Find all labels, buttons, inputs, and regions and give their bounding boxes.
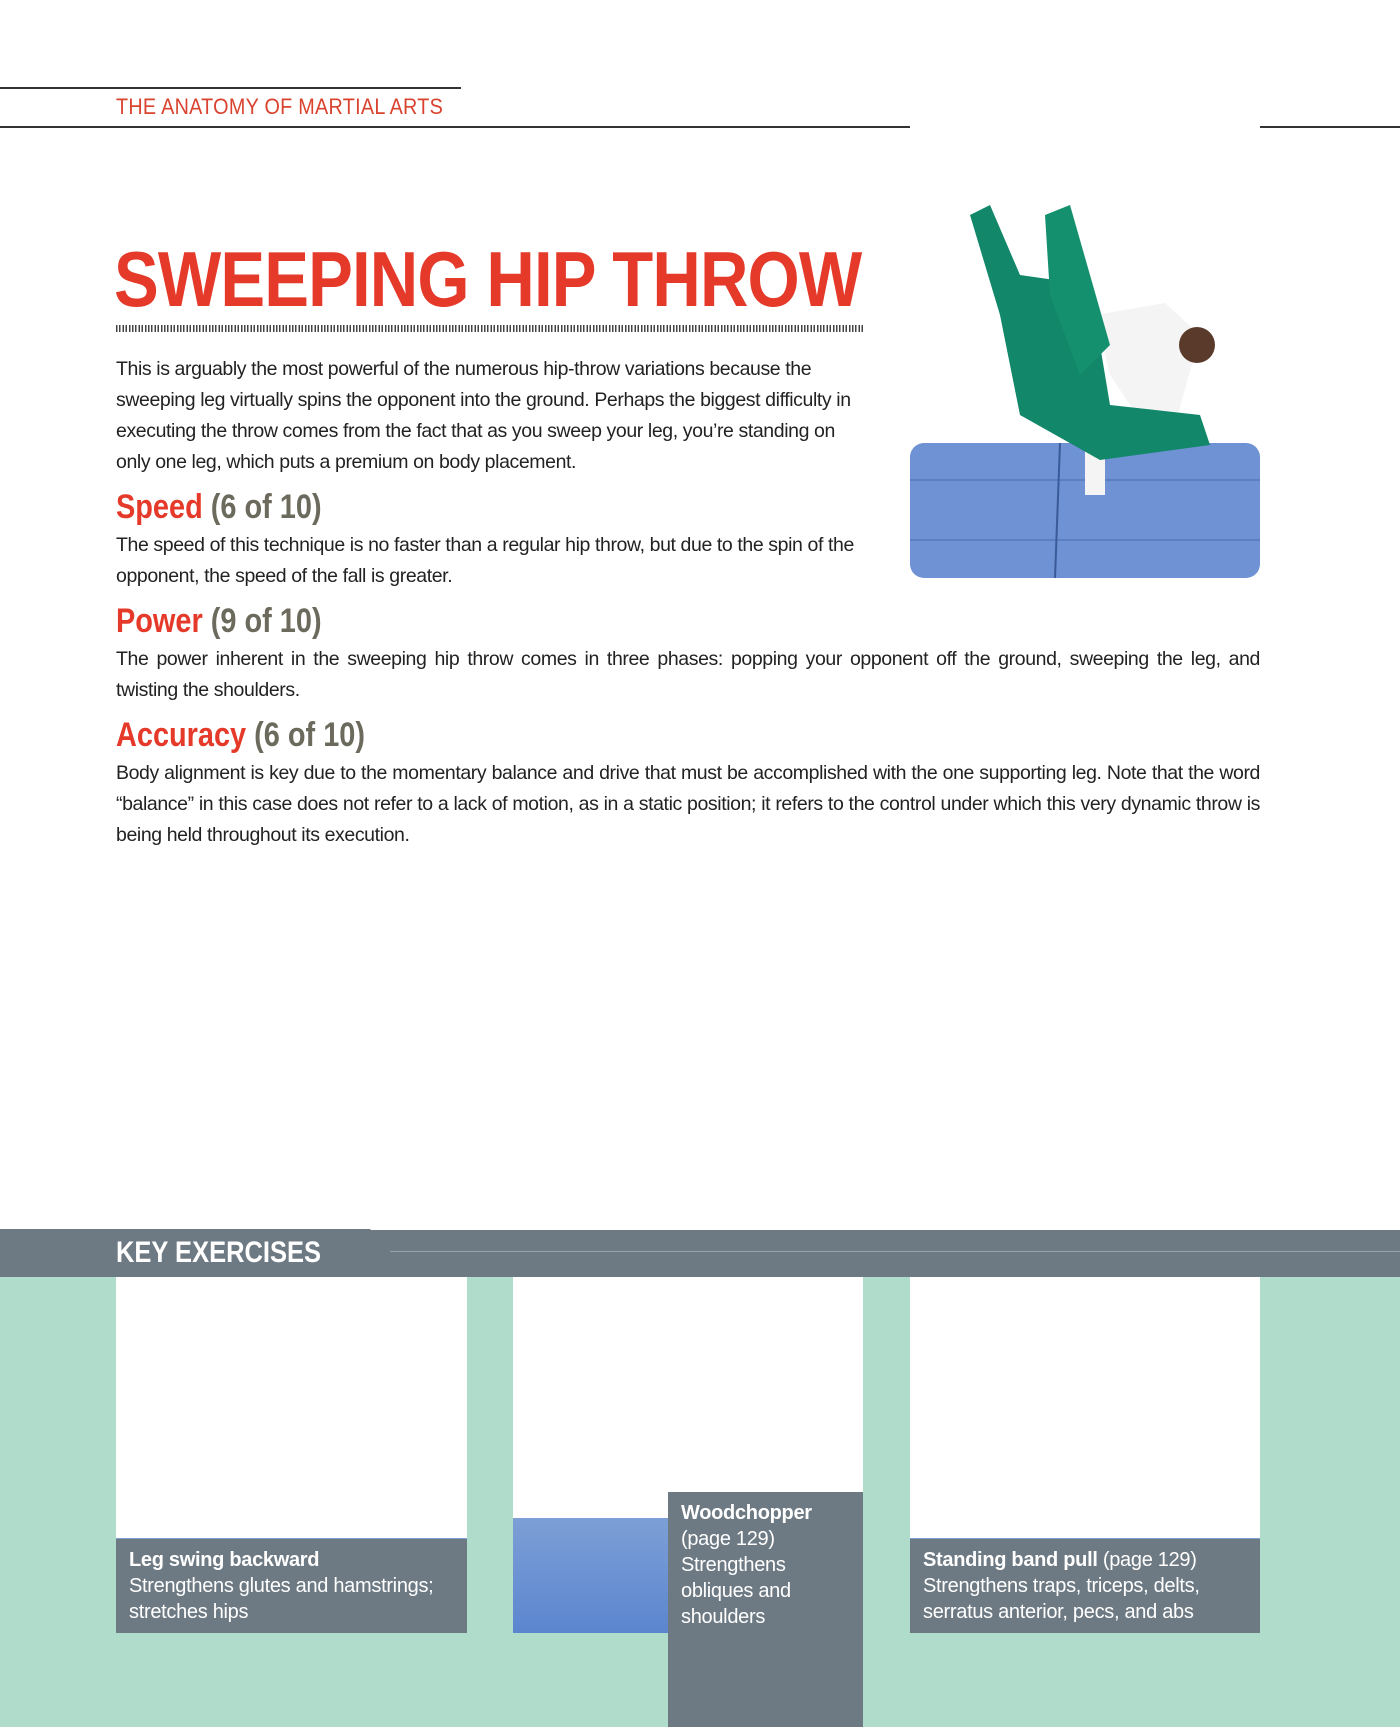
exercise-card — [910, 1277, 1260, 1633]
speed-rating: (6 of 10) — [210, 488, 322, 526]
header-rule-top — [0, 87, 461, 89]
header-rule-right — [1260, 126, 1400, 128]
exercise-page: (page 129) — [681, 1528, 775, 1550]
page-title: SWEEPING HIP THROW — [114, 235, 862, 323]
header-rule-bottom — [0, 126, 910, 128]
exercise-caption — [910, 1539, 1260, 1633]
exercise-caption — [668, 1492, 863, 1727]
exercise-desc: Strengthens obliques and shoulders — [681, 1554, 791, 1628]
exercise-page: (page 129) — [1102, 1549, 1197, 1571]
accuracy-heading — [116, 718, 365, 752]
running-title: THE ANATOMY OF MARTIAL ARTS — [116, 94, 444, 119]
accuracy-rating: (6 of 10) — [254, 716, 365, 754]
power-label: Power — [116, 602, 203, 640]
key-exercises-heading: KEY EXERCISES — [116, 1236, 322, 1269]
exercise-desc: Strengthens traps, triceps, delts, serratus anterior, pecs, and abs — [923, 1575, 1200, 1623]
band-highlight — [390, 1251, 1400, 1252]
exercise-name: Woodchopper — [681, 1502, 812, 1524]
intro-text: This is arguably the most powerful of the numerous hip-throw variations because the sweeping leg virtually spins the opponent into the ground. Perhaps the biggest difficulty in executing the throw comes from the fact that as you sweep your leg, you’re standing on only one leg, which puts a premium on body placement. — [116, 358, 851, 473]
exercise-card — [116, 1277, 467, 1633]
exercise-name: Standing band pull — [923, 1549, 1098, 1571]
exercise-caption — [116, 1539, 467, 1633]
speed-label: Speed — [116, 488, 203, 526]
hip-throw-photo — [910, 175, 1260, 578]
exercise-name: Leg swing backward — [129, 1549, 320, 1571]
speed-heading — [116, 490, 322, 524]
exercise-desc: Strengthens glutes and hamstrings; stretches hips — [129, 1575, 434, 1623]
accuracy-label: Accuracy — [116, 716, 247, 754]
accuracy-text: Body alignment is key due to the momentary balance and drive that must be accomplished with the one supporting leg. Note that the word “balance” in this case does not refer to a lack of motion, as in a static position; it refers to the control under which this very dynamic throw is being held throughout its execution. — [116, 762, 1260, 846]
title-underline — [116, 325, 864, 332]
power-rating: (9 of 10) — [210, 602, 322, 640]
power-heading — [116, 604, 322, 638]
speed-text: The speed of this technique is no faster than a regular hip throw, but due to the spin of the opponent, the speed of the fall is greater. — [116, 534, 854, 587]
power-text: The power inherent in the sweeping hip throw comes in three phases: popping your opponent off the ground, sweeping the leg, and twisting the shoulders. — [116, 648, 1260, 701]
